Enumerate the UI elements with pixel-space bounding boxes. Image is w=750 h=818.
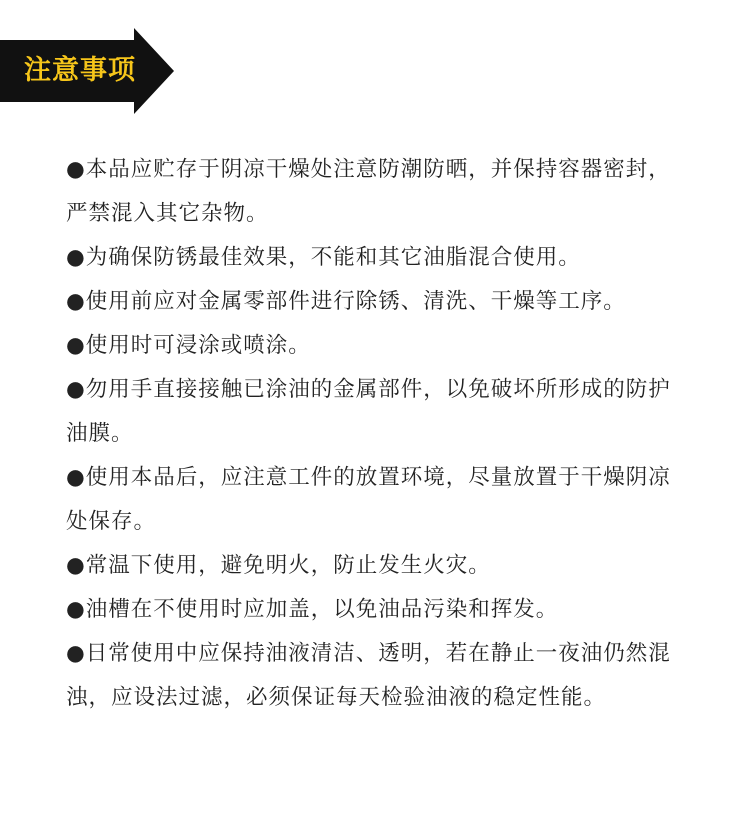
note-item-3 [66, 280, 688, 324]
bullet-icon: ● [66, 553, 86, 578]
section-title: 注意事项 [24, 55, 136, 86]
note-text: 使用时可浸涂或喷涂。 [85, 333, 311, 358]
note-text: 常温下使用，避免明火，防止发生火灾。 [85, 553, 491, 578]
bullet-icon: ● [66, 641, 86, 666]
bullet-icon: ● [66, 597, 86, 622]
bullet-icon: ● [66, 289, 86, 314]
notes-list [66, 148, 688, 720]
bullet-icon: ● [66, 333, 86, 358]
section-banner [0, 28, 174, 114]
note-item-7 [66, 544, 688, 588]
bullet-icon: ● [66, 157, 86, 182]
note-item-4 [66, 324, 688, 368]
note-text: 勿用手直接接触已涂油的金属部件，以免破坏所形成的防护油膜。 [66, 377, 671, 446]
note-text: 使用本品后，应注意工件的放置环境，尽量放置于干燥阴凉处保存。 [66, 465, 671, 534]
note-item-8 [66, 588, 688, 632]
note-text: 本品应贮存于阴凉干燥处注意防潮防晒，并保持容器密封，严禁混入其它杂物。 [66, 157, 671, 226]
note-text: 日常使用中应保持油液清洁、透明，若在静止一夜油仍然混浊，应设法过滤，必须保证每天检验油液的稳定性能。 [66, 641, 671, 710]
bullet-icon: ● [66, 377, 86, 402]
note-text: 为确保防锈最佳效果，不能和其它油脂混合使用。 [85, 245, 581, 270]
note-item-9 [66, 632, 688, 720]
note-text: 油槽在不使用时应加盖，以免油品污染和挥发。 [85, 597, 559, 622]
note-item-2 [66, 236, 688, 280]
note-text: 使用前应对金属零部件进行除锈、清洗、干燥等工序。 [85, 289, 626, 314]
bullet-icon: ● [66, 465, 86, 490]
note-item-5 [66, 368, 688, 456]
bullet-icon: ● [66, 245, 86, 270]
note-item-6 [66, 456, 688, 544]
note-item-1 [66, 148, 688, 236]
